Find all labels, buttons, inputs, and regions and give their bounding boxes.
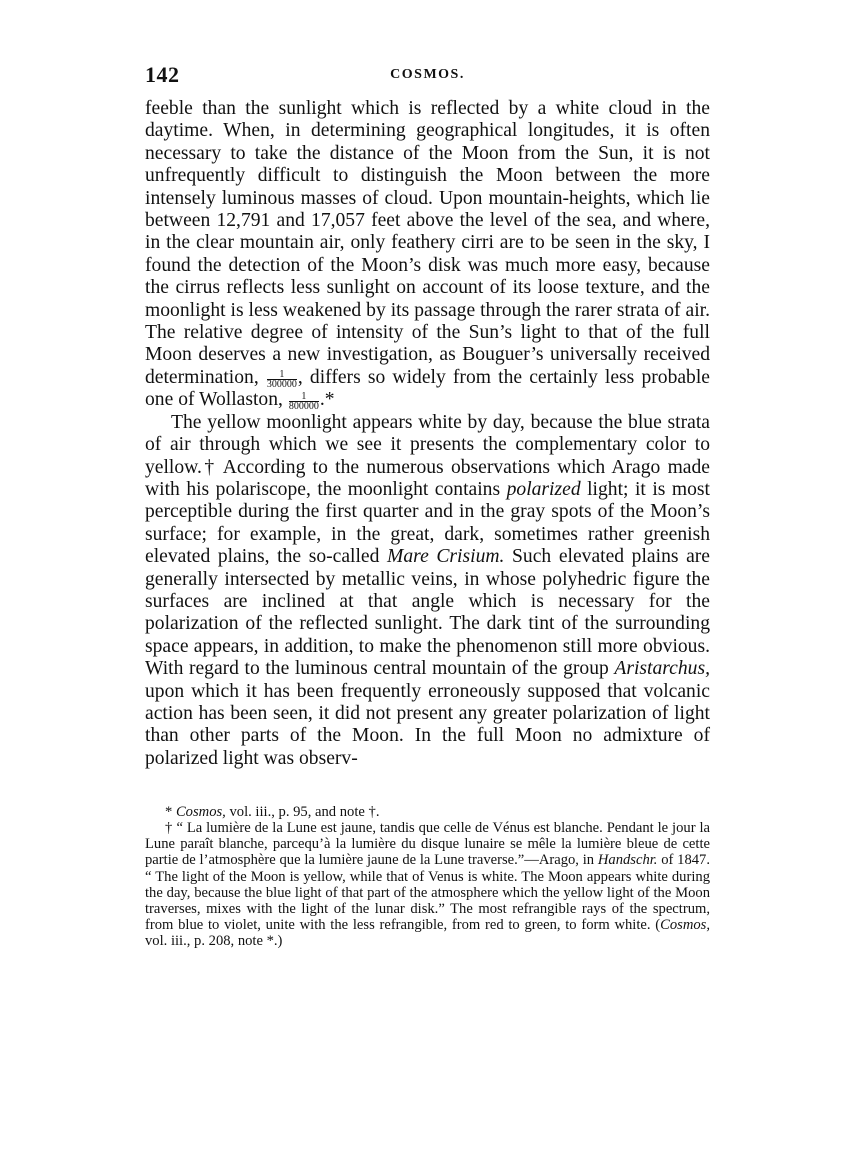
footnote-1-text: vol. iii., p. 95, and note †. [229,804,380,821]
main-text [145,98,710,770]
book-page [145,62,710,949]
fraction-denominator: 800000 [288,401,319,413]
footnote-2-text-b: of 1847. “ The light of the Moon is yellow, while that of Venus is white. The Moon appears white during the day, because the blue light of that part of the atmosphere which the yellow light of the Moon traverses, mixes with the light of the lunar disk.” The most refrangible rays of the spectrum, from blue to violet, unite with the less refrangible, from red to green, to form white. ( [145,852,710,933]
paragraph-2-text-a: The yellow moonlight appears white by day, because the blue strata of air through which we see it presents the complementary color to yellow.† According to the numerous observations which Arago made with his polariscope, the moonlight contains [145,411,710,500]
footnotes [145,804,710,949]
paragraph-1 [145,98,710,412]
footnote-1-italic: Cosmos, [175,804,226,821]
footnote-2 [145,820,710,949]
paragraph-1-text-b: , differs so widely from the certainly less probable one of Wollaston, [145,366,710,411]
running-head [145,62,710,92]
paragraph-2-text-d: upon which it has been frequently erroneously supposed that volcanic action has been seen, it did not present any greater polarization of light than other parts of the Moon. In the full Moon no admixture of polarized light was observ- [145,680,710,769]
footnote-2-text-a: † “ La lumière de la Lune est jaune, tandis que celle de Vénus est blanche. Pendant le jour la Lune paraît blanche, parcequ’à la lumière du disque lunaire se mêle la lumière bleue de cette partie de l’atmosphère que la lumière jaune de la Lune traverse.”—Arago, in [145,820,710,869]
paragraph-1-text-a: feeble than the sunlight which is reflected by a white cloud in the daytime. When, in determining geographical longitudes, it is often necessary to take the distance of the Moon from the Sun, it is not unfrequently difficult to distinguish the Moon between the more intensely luminous masses of cloud. Upon mountain-heights, which lie between 12,791 and 17,057 feet above the level of the sea, and where, in the clear mountain air, only feathery cirri are to be seen in the sky, I found the detection of the Moon’s disk was much more easy, because the cirrus reflects less sunlight on account of its loose texture, and the moonlight is less weakened by its passage through the rarer strata of air. The relative degree of intensity of the Sun’s light to that of the full Moon deserves a new investigation, as Bouguer’s universally received determination, [145,98,710,388]
paragraph-2-text-c: Such elevated plains are generally intersected by metallic veins, in whose polyhedric figure the surfaces are inclined at that angle which is necessary for the polarization of the reflected sunlight. The dark tint of the surrounding space appears, in addition, to make the phenomenon still more obvious. With regard to the luminous central mountain of the group [145,546,711,680]
paragraph-2-text-b: light; it is most perceptible during the first quarter and in the gray spots of the Moon’s surface; for example, in the great, dark, sometimes rather greenish elevated plains, the so-called [145,478,710,568]
fraction-denominator: 300000 [266,378,297,390]
footnote-2-italic-cosmos: Cosmos, [660,916,710,933]
running-title: COSMOS. [390,67,465,82]
footnote-2-text-c: vol. iii., p. 208, note *.) [145,932,283,949]
paragraph-2 [145,412,710,771]
fraction-numerator: 1 [267,370,297,380]
italic-polarized: polarized [506,478,581,500]
italic-aristarchus: Aristarchus, [614,658,710,680]
footnote-1-mark: * [165,804,173,821]
footnote-2-italic-handschr: Handschr. [597,852,658,869]
footnote-1 [145,804,710,820]
fraction-numerator: 1 [289,392,319,402]
fraction-bouguer [267,370,297,389]
fraction-wollaston [289,392,319,411]
paragraph-1-text-c: .* [319,389,335,411]
page-number: 142 [145,62,180,87]
italic-mare-crisium: Mare Crisium. [387,546,505,568]
